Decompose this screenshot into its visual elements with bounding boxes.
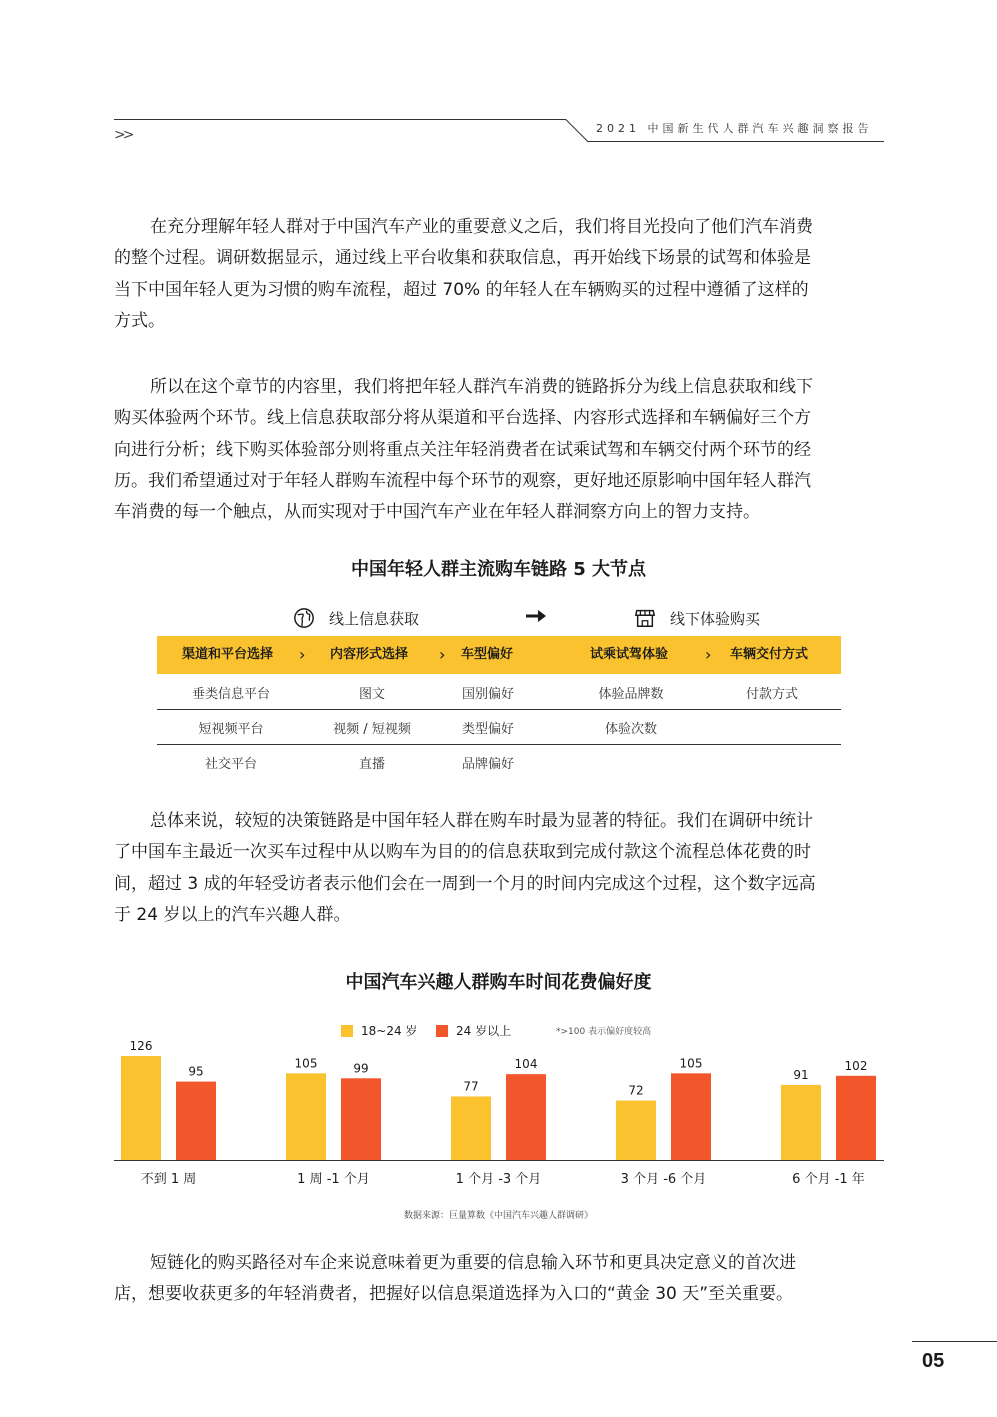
bar-value-label: 105 — [679, 1056, 703, 1071]
bar-chart — [0, 1010, 997, 1210]
paragraph-line: 间，超过 3 成的年轻受访者表示他们会在一周到一个月的时间内完成这个过程，这个数字远高 — [114, 873, 816, 894]
paragraph-line: 向进行分析；线下购买体验部分则将重点关注年轻消费者在试乘试驾和车辆交付两个环节的经 — [114, 439, 811, 460]
paragraph-1 — [114, 212, 886, 337]
table-cell: 体验次数 — [604, 722, 658, 737]
bar-value-label: 91 — [793, 1067, 809, 1082]
table-cell: 社交平台 — [204, 757, 258, 772]
paragraph-line: 所以在这个章节的内容里，我们将把年轻人群汽车消费的链路拆分为线上信息获取和线下 — [150, 377, 813, 397]
bar-18-24 — [451, 1096, 491, 1160]
bar-value-label: 72 — [628, 1083, 644, 1098]
online-category-label: 线上信息获取 — [329, 609, 420, 628]
chart-title: 中国汽车兴趣人群购车时间花费偏好度 — [345, 972, 652, 993]
bar-value-label: 104 — [514, 1057, 538, 1072]
bar-value-label: 102 — [844, 1058, 868, 1073]
bar-over-24 — [671, 1073, 711, 1160]
stage-model-preference: 车型偏好 — [461, 647, 514, 662]
paragraph-line: 当下中国年轻人更为习惯的购车流程，超过 70% 的年轻人在车辆购买的过程中遵循了这样的 — [114, 279, 809, 300]
x-tick-label: 1 个月 -3 个月 — [455, 1172, 542, 1187]
paragraph-3 — [114, 806, 886, 931]
table-cell: 体验品牌数 — [598, 687, 664, 702]
header-rule-left — [114, 119, 566, 120]
legend-label: 18~24 岁 — [361, 1024, 418, 1038]
paragraph-4 — [114, 1248, 886, 1311]
stage-channel: 渠道和平台选择 — [182, 647, 274, 662]
bar-value-label: 99 — [353, 1061, 369, 1076]
chevron-right-icon: › — [705, 645, 712, 664]
table-cell: 直播 — [358, 757, 386, 772]
paragraph-line: 车消费的每一个触点，从而实现对于中国汽车产业在年轻人群洞察方向上的智力支持。 — [114, 502, 760, 523]
bar-value-label: 77 — [463, 1079, 479, 1094]
table-cell: 短视频平台 — [198, 722, 264, 737]
paragraph-line: 了中国车主最近一次买车过程中从以购车为目的的信息获取到完成付款这个流程总体花费的时 — [114, 842, 811, 863]
x-tick-label: 不到 1 周 — [140, 1172, 197, 1187]
bar-value-label: 105 — [294, 1056, 318, 1071]
bar-over-24 — [836, 1076, 876, 1160]
chevron-right-icon: › — [439, 645, 446, 664]
paragraph-line: 的整个过程。调研数据显示，通过线上平台收集和获取信息，再开始线下场景的试驾和体验是 — [114, 248, 811, 269]
report-title: 2021 中国新生代人群汽车兴趣洞察报告 — [596, 122, 873, 135]
online-category — [293, 605, 419, 631]
footer-rule — [912, 1341, 997, 1342]
header-rule-diagonal — [565, 119, 588, 142]
x-tick-label: 1 周 -1 个月 — [297, 1172, 370, 1187]
paragraph-line: 方式。 — [114, 310, 165, 331]
table-divider — [157, 709, 841, 710]
paragraph-2 — [114, 372, 886, 528]
bar-18-24 — [121, 1056, 161, 1160]
table-cell: 图文 — [358, 687, 386, 702]
stage-test-drive: 试乘试驾体验 — [590, 647, 669, 662]
table-divider — [157, 744, 841, 745]
stage-content-format: 内容形式选择 — [330, 647, 409, 662]
table-cell: 品牌偏好 — [461, 757, 515, 772]
x-tick-label: 6 个月 -1 年 — [792, 1172, 865, 1187]
bar-value-label: 95 — [188, 1064, 204, 1079]
bar-over-24 — [176, 1082, 216, 1160]
bar-18-24 — [286, 1073, 326, 1160]
paragraph-line: 历。我们希望通过对于年轻人群购车流程中每个环节的观察，更好地还原影响中国年轻人群汽 — [114, 470, 811, 491]
legend-label: 24 岁以上 — [456, 1024, 512, 1038]
bar-value-label: 126 — [129, 1039, 153, 1053]
paragraph-line: 在充分理解年轻人群对于中国汽车产业的重要意义之后，我们将目光投向了他们汽车消费 — [150, 217, 813, 237]
bar-18-24 — [781, 1085, 821, 1160]
stage-delivery: 车辆交付方式 — [730, 647, 809, 662]
paragraph-line: 短链化的购买路径对车企来说意味着更为重要的信息输入环节和更具决定意义的首次进 — [150, 1253, 796, 1273]
table-cell: 类型偏好 — [461, 722, 515, 737]
flow-title: 中国年轻人群主流购车链路 5 大节点 — [350, 559, 647, 580]
store-icon — [634, 607, 656, 629]
globe-icon — [293, 607, 315, 629]
table-cell: 国别偏好 — [461, 687, 515, 702]
table-cell: 付款方式 — [745, 687, 799, 702]
source-text: 数据来源：巨量算数《中国汽车兴趣人群调研》 — [403, 1211, 593, 1221]
x-tick-label: 3 个月 -6 个月 — [620, 1172, 707, 1187]
table-cell: 视频 / 短视频 — [333, 722, 411, 737]
arrow-right-icon — [525, 608, 549, 624]
paragraph-line: 购买体验两个环节。线上信息获取部分将从渠道和平台选择、内容形式选择和车辆偏好三个方 — [114, 408, 811, 429]
header-rule-right — [588, 141, 884, 142]
chart-note: *>100 表示偏好度较高 — [556, 1027, 652, 1037]
bar-18-24 — [616, 1101, 656, 1160]
chevron-right-icon: › — [299, 645, 306, 664]
page-number: 05 — [922, 1350, 945, 1372]
paragraph-line: 店，想要收获更多的年轻消费者，把握好以信息渠道选择为入口的“黄金 30 天”至关重要。 — [114, 1284, 794, 1305]
bar-over-24 — [506, 1074, 546, 1160]
paragraph-line: 总体来说，较短的决策链路是中国年轻人群在购车时最为显著的特征。我们在调研中统计 — [150, 811, 813, 831]
paragraph-line: 于 24 岁以上的汽车兴趣人群。 — [114, 904, 351, 925]
offline-category-label: 线下体验购买 — [670, 609, 761, 628]
offline-category — [634, 605, 760, 631]
header-chevron-icon: >> — [114, 127, 132, 143]
table-cell: 垂类信息平台 — [191, 687, 271, 702]
bar-over-24 — [341, 1078, 381, 1160]
